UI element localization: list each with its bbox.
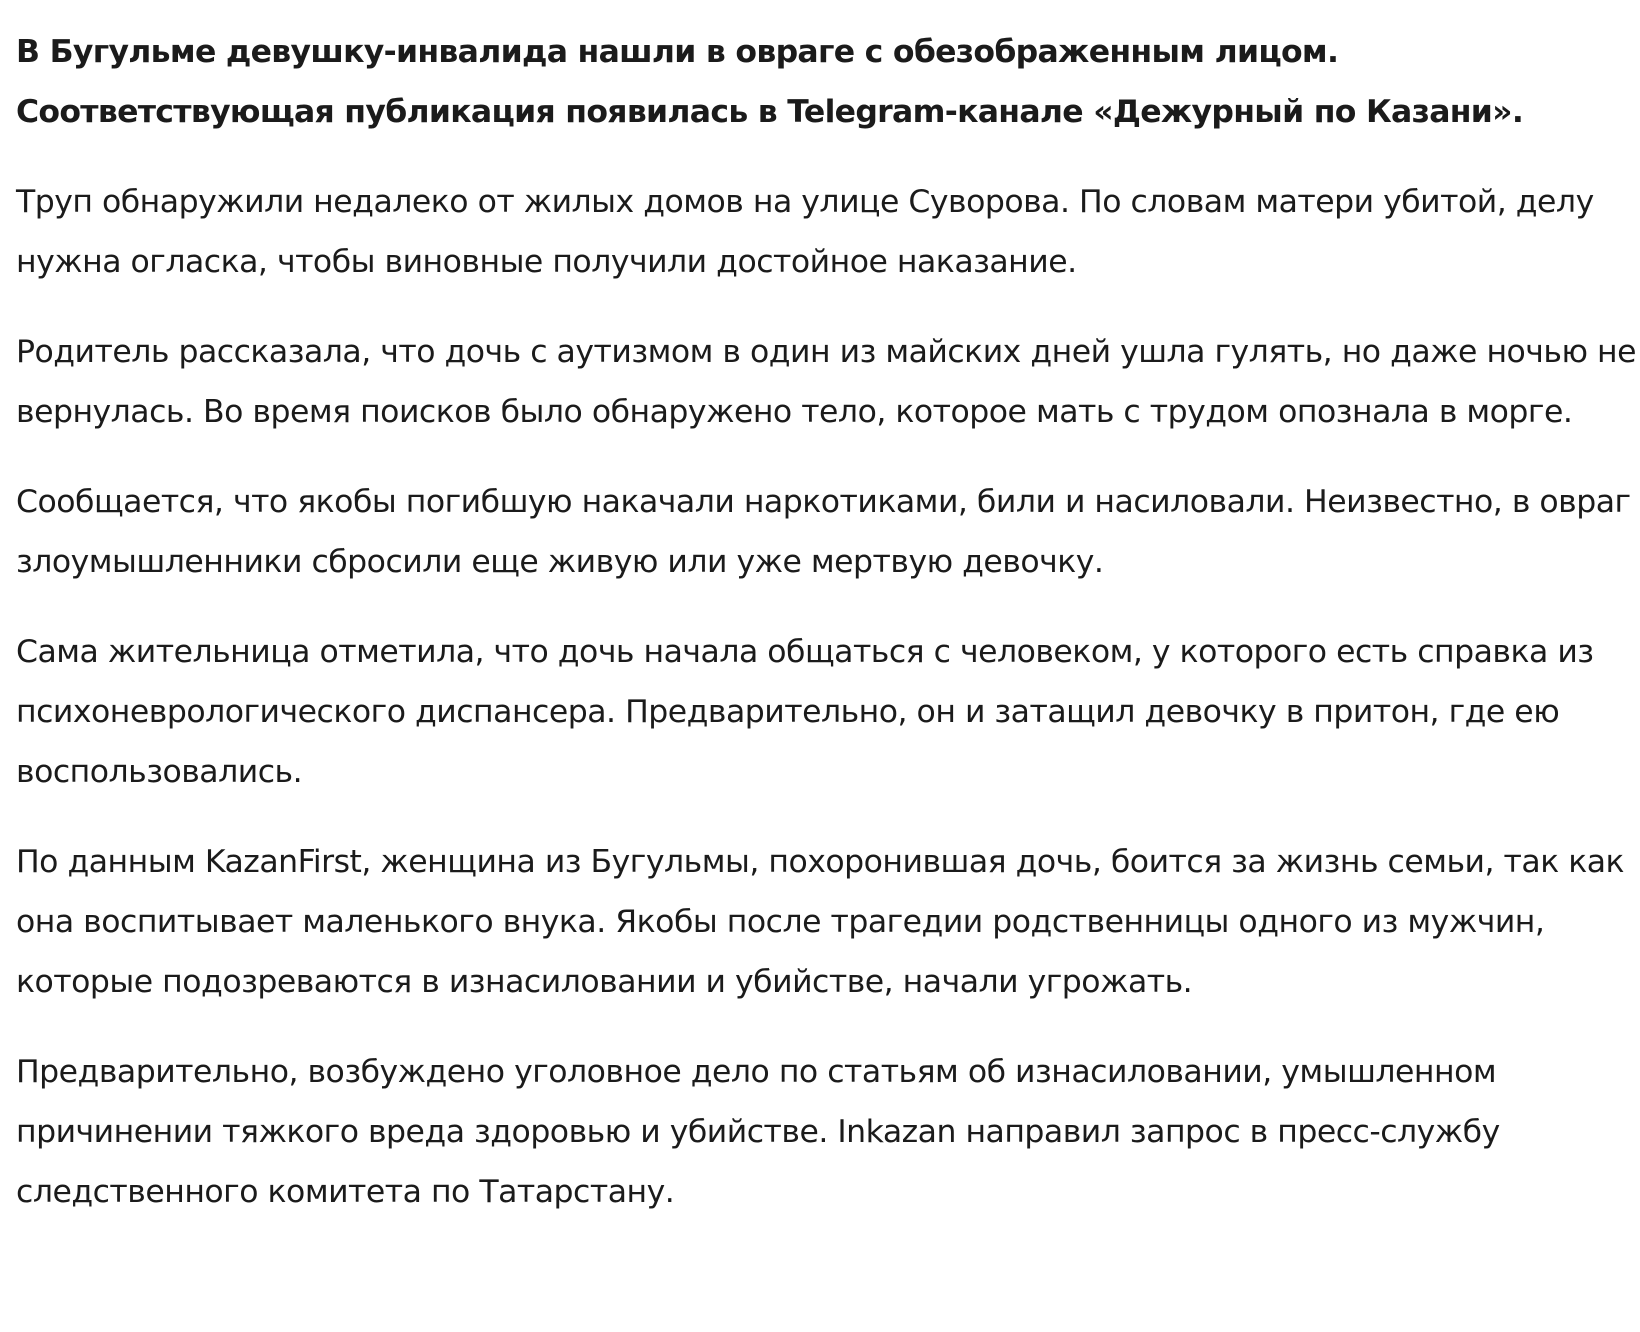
article-lead: В Бугульме девушку-инвалида нашли в овраге с обезображенным лицом. Соответствующая публикация появилась в Telegram-канале «Дежурный по Казани». [16, 34, 1524, 130]
article-paragraph: Родитель рассказала, что дочь с аутизмом в один из майских дней ушла гулять, но даже ночью не вернулась. Во время поисков было обнаружено тело, которое мать с трудом опознала в морге. [16, 334, 1636, 430]
article-paragraph: Предварительно, возбуждено уголовное дело по статьям об изнасиловании, умышленном причинении тяжкого вреда здоровью и убийстве. Inkazan направил запрос в пресс-службу следственного комитета по Татарстану. [16, 1054, 1500, 1210]
article-paragraph: По данным KazanFirst, женщина из Бугульмы, похоронившая дочь, боится за жизнь семьи, так как она воспитывает маленького внука. Якобы после трагедии родственницы одного из мужчин, которые подозреваются в изнасиловании и убийстве, начали угрожать. [16, 844, 1625, 1000]
article-body [16, 22, 1636, 1252]
article-paragraph: Труп обнаружили недалеко от жилых домов на улице Суворова. По словам матери убитой, делу нужна огласка, чтобы виновные получили достойное наказание. [16, 184, 1594, 280]
article-paragraph: Сама жительница отметила, что дочь начала общаться с человеком, у которого есть справка из психоневрологического диспансера. Предварительно, он и затащил девочку в притон, где ею воспользовались. [16, 634, 1594, 790]
article-paragraph: Сообщается, что якобы погибшую накачали наркотиками, били и насиловали. Неизвестно, в овраг злоумышленники сбросили еще живую или уже мертвую девочку. [16, 484, 1631, 580]
